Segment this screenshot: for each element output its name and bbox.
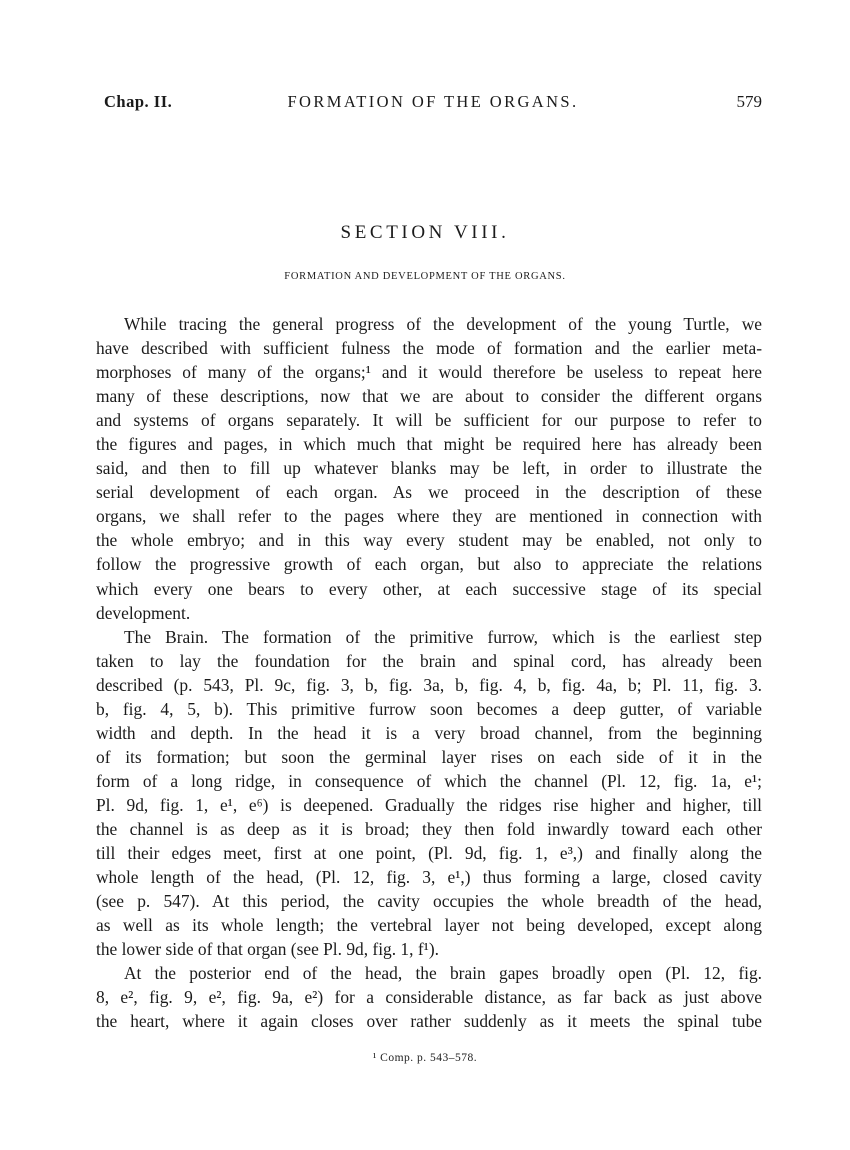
text-line: While tracing the general progress of the development of the young Turtle, we	[124, 314, 762, 334]
text-line: morphoses of many of the organs;¹ and it would therefore be useless to repeat here	[96, 362, 762, 383]
text-line: b, fig. 4, 5, b). This primitive furrow soon becomes a deep gutter, of variable	[96, 698, 762, 719]
text-line: said, and then to fill up whatever blanks may be left, in order to illustrate the	[96, 458, 762, 479]
text-line: development.	[96, 602, 191, 623]
text-line: many of these descriptions, now that we are about to consider the different organs	[96, 386, 762, 407]
text-line: till their edges meet, first at one point, (Pl. 9d, fig. 1, e³,) and finally along the	[96, 843, 762, 864]
text-line: the figures and pages, in which much that might be required here has already been	[96, 434, 762, 455]
text-line: described (p. 543, Pl. 9c, fig. 3, b, fig. 3a, b, fig. 4, b, fig. 4a, b; Pl. 11, fig. 3.	[96, 674, 762, 695]
text-line: width and depth. In the head it is a very broad channel, from the beginning	[96, 722, 762, 743]
body-text	[96, 312, 762, 1033]
section-title: SECTION VIII.	[340, 222, 510, 243]
text-line: form of a long ridge, in consequence of which the channel (Pl. 12, fig. 1a, e¹;	[96, 770, 762, 791]
chapter-label: Chap. II.	[104, 92, 173, 111]
text-line: 8, e², fig. 9, e², fig. 9a, e²) for a considerable distance, as far back as just above	[96, 987, 762, 1008]
text-line: the heart, where it again closes over rather suddenly as it meets the spinal tube	[96, 1011, 762, 1032]
footnote: ¹ Comp. p. 543–578.	[372, 1052, 478, 1064]
text-line: whole length of the head, (Pl. 12, fig. 3, e¹,) thus forming a large, closed cavity	[96, 867, 762, 888]
text-line: follow the progressive growth of each organ, but also to appreciate the relations	[96, 554, 762, 575]
text-line: the whole embryo; and in this way every student may be enabled, not only to	[96, 530, 762, 551]
text-line: have described with sufficient fulness the mode of formation and the earlier meta-	[96, 338, 762, 359]
text-line: serial development of each organ. As we proceed in the description of these	[96, 482, 762, 503]
text-line: which every one bears to every other, at each successive stage of its special	[96, 578, 762, 599]
page-number: 579	[736, 92, 762, 111]
text-line: and systems of organs separately. It will be sufficient for our purpose to refer to	[96, 410, 762, 431]
text-line: taken to lay the foundation for the brain and spinal cord, has already been	[96, 650, 762, 671]
text-line: Pl. 9d, fig. 1, e¹, e⁶) is deepened. Gradually the ridges rise higher and higher, till	[96, 794, 762, 815]
text-line: The Brain. The formation of the primitive furrow, which is the earliest step	[124, 626, 762, 647]
text-line: as well as its whole length; the vertebral layer not being developed, except along	[96, 915, 762, 936]
running-head	[104, 92, 762, 120]
running-title: FORMATION OF THE ORGANS.	[287, 92, 579, 111]
text-line: (see p. 547). At this period, the cavity occupies the whole breadth of the head,	[96, 891, 762, 912]
section-subtitle: FORMATION AND DEVELOPMENT OF THE ORGANS.	[284, 271, 566, 282]
text-line: the lower side of that organ (see Pl. 9d, fig. 1, f¹).	[96, 939, 439, 960]
text-line: organs, we shall refer to the pages where they are mentioned in connection with	[96, 506, 762, 527]
text-line: At the posterior end of the head, the brain gapes broadly open (Pl. 12, fig.	[124, 963, 762, 984]
text-line: of its formation; but soon the germinal layer rises on each side of it in the	[96, 746, 762, 767]
text-line: the channel is as deep as it is broad; they then fold inwardly toward each other	[96, 818, 762, 839]
